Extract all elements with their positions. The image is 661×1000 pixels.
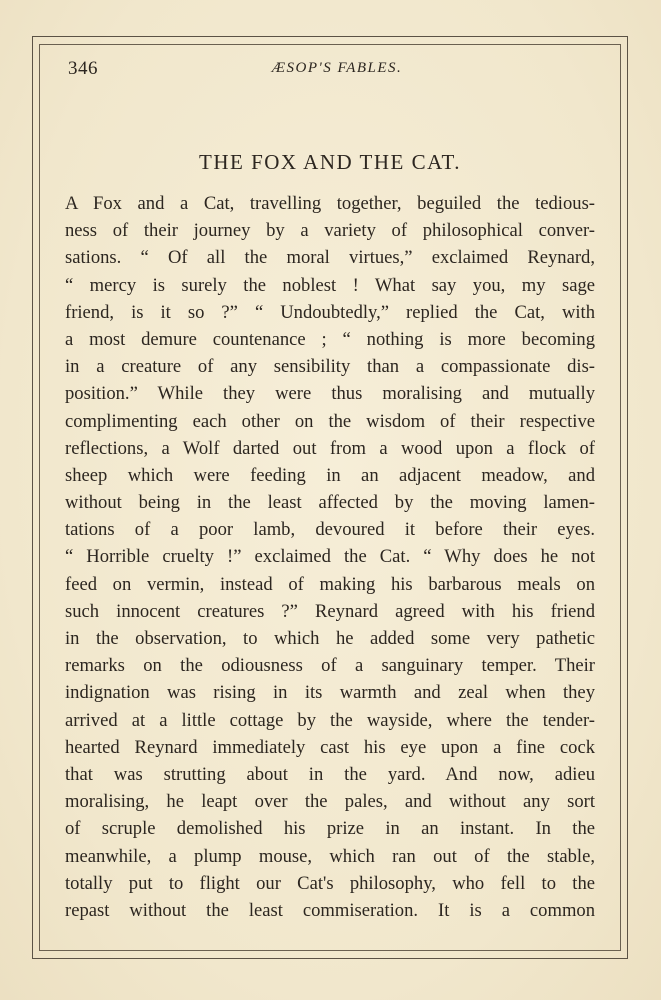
running-title: ÆSOP'S FABLES. [271, 60, 403, 76]
text-line: A Fox and a Cat, travelling together, beguiled the tedious- [65, 193, 595, 214]
text-line: meanwhile, a plump mouse, which ran out of the stable, [65, 845, 595, 867]
text-line: ness of their journey by a variety of philosophical conver- [65, 220, 595, 242]
text-line: sheep which were feeding in an adjacent meadow, and [65, 464, 595, 486]
text-line: totally put to flight our Cat's philosophy, who fell to the [65, 872, 595, 894]
text-line: indignation was rising in its warmth and zeal when they [65, 682, 595, 704]
text-line: remarks on the odiousness of a sanguinary temper. Their [65, 655, 595, 677]
text-line: friend, is it so ?” “ Undoubtedly,” replied the Cat, with [65, 301, 595, 323]
text-line: position.” While they were thus moralising and mutually [65, 383, 595, 405]
page-header [68, 58, 596, 84]
text-line: “ Horrible cruelty !” exclaimed the Cat. “ Why does he not [65, 546, 595, 568]
text-line: that was strutting about in the yard. And now, adieu [65, 763, 595, 785]
text-line: without being in the least affected by the moving lamen- [65, 492, 595, 514]
text-line: tations of a poor lamb, devoured it before their eyes. [65, 519, 595, 541]
fable-title: THE FOX AND THE CAT. [199, 150, 461, 174]
text-line: hearted Reynard immediately cast his eye upon a fine cock [65, 736, 595, 758]
text-line: complimenting each other on the wisdom of their respective [65, 410, 595, 432]
text-line: a most demure countenance ; “ nothing is more becoming [65, 328, 595, 350]
fable-body [65, 190, 595, 924]
text-line: feed on vermin, instead of making his barbarous meals on [65, 573, 595, 595]
text-line: moralising, he leapt over the pales, and without any sort [65, 791, 595, 813]
text-line: sations. “ Of all the moral virtues,” exclaimed Reynard, [65, 247, 595, 269]
text-line: such innocent creatures ?” Reynard agreed with his friend [65, 600, 595, 622]
text-line: “ mercy is surely the noblest ! What say you, my sage [65, 274, 595, 296]
text-line: in a creature of any sensibility than a compassionate dis- [65, 356, 595, 378]
page-number: 346 [68, 58, 98, 79]
text-line: repast without the least commiseration. It is a common [65, 899, 595, 921]
text-line: arrived at a little cottage by the wayside, where the tender- [65, 709, 595, 731]
text-line: reflections, a Wolf darted out from a wood upon a flock of [65, 437, 595, 459]
text-line: in the observation, to which he added some very pathetic [65, 628, 595, 649]
text-line: of scruple demolished his prize in an instant. In the [65, 818, 595, 840]
